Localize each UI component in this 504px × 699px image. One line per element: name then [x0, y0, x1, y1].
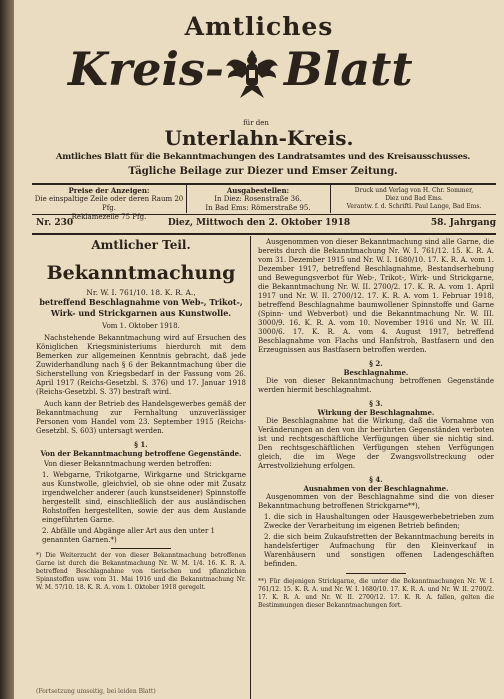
issue-number: Nr. 230 — [36, 218, 74, 228]
section-2-number: § 2. — [369, 359, 383, 368]
offices-line-1: In Diez: Rosenstraße 36. — [214, 195, 302, 203]
section-2-title: Beschlagnahme. — [343, 368, 409, 377]
column-divider — [250, 236, 251, 699]
printer-line-1: Druck und Verlag von H. Chr. Sommer, — [354, 187, 474, 194]
article-subject-2: Wirk- und Strickgarnen aus Kunstwolle. — [50, 308, 232, 318]
masthead-word-blatt: Blatt — [284, 42, 413, 96]
printer-line-3: Verantw. f. d. Schriftl. Paul Lange, Bad Ems. — [346, 203, 482, 210]
section-4-item-2: 2. die sich beim Zukaufstretten der Bekanntmachung bereits in handelsfertiger Aufmachung für den Kleinverkauf in Warenhäusern und sonstigen offenen Ladengeschäften befinden. — [264, 533, 494, 568]
section-1-title: Von der Bekanntmachung betroffene Gegenstände. — [40, 449, 242, 458]
left-footnote: *) Die Weiterzucht der von dieser Bekanntmachung betroffenen Garne ist durch die Bekanntmachung Nr. W. M. 1/4. 16. K. R. A. betreffend Beschlagnahme von tierischen und pflanzlichen Spinnstoffen usw. vom 31. Mai 1916 und die Bekanntmachung Nr. W. M. 57/10. 18. K. R. A. vom 1. Oktober 1918 geregelt. — [36, 552, 246, 591]
rule-bottom — [32, 233, 496, 235]
right-footnote: **) Für diejenigen Strickgarne, die unter die Bekanntmachungen Nr. W. I. 761/12. 15. K. R. A. und Nr. W. I. 1680/10. 17. K. R. A. und Nr. W. II. 2700/2. 17. K. R. A. und Nr. W. II. 2700/12. 17. K. R. A. fallen, gelten die Bestimmungen dieser Bekanntmachungen fort. — [258, 578, 494, 609]
section-4-item-1: 1. die sich in Haushaltungen oder Hausgewerbebetrieben zum Zwecke der Verarbeitung im eigenen Betrieb befinden; — [264, 513, 494, 530]
section-3-title: Wirkung der Beschlagnahme. — [317, 408, 435, 417]
section-2-body: Die von dieser Bekanntmachung betroffenen Gegenstände werden hiermit beschlagnahmt. — [258, 377, 494, 394]
info-offices — [188, 186, 328, 213]
article-para-1: Nachstehende Bekanntmachung wird auf Ersuchen des Königlichen Kriegsministeriums hierdurch mit dem Bemerken zur allgemeinen Kenntnis gebracht, daß jede Zuwiderhandlung nach § 6 der Bekanntmachung über die Sicherstellung von Kriegsbedarf in der Fassung vom 26. April 1917 (Reichs-Gesetzbl. S. 376) und 17. Januar 1918 (Reichs-Gesetzbl. S. 37) bestraft wird. — [36, 334, 246, 396]
section-1-item-1: 1. Webgarne, Trikotgarne, Wirkgarne und Strickgarne aus Kunstwolle, gleichviel, ob sie ohne oder mit Zusatz irgendwelcher anderer (auch kunstseidener) Spinnstoffe hergestellt sind, einschließlich der aus ausländischen Rohstoffen hergestellten, sowie der aus dem Auslande eingeführten Garne. — [42, 471, 246, 524]
book-binding — [0, 0, 14, 699]
issue-date: Diez, Mittwoch den 2. Oktober 1918 — [167, 218, 351, 228]
masthead-subtitle: Amtliches Blatt für die Bekanntmachungen des Landratsamtes und des Kreisausschusses. — [55, 152, 471, 162]
issue-year: 58. Jahrgang — [430, 218, 496, 228]
masthead-supplement: Tägliche Beilage zur Diezer und Emser Zeitung. — [128, 166, 398, 177]
right-column — [258, 238, 494, 610]
article-para-2: Auch kann der Betrieb des Handelsgewerbes gemäß der Bekanntmachung zur Fernhaltung unzuverlässiger Personen vom Handel vom 23. September 1915 (Reichs-Gesetzbl. S. 603) untersagt werden. — [36, 400, 246, 435]
masthead-region: Unterlahn-Kreis. — [164, 126, 354, 150]
section-4-intro: Ausgenommen von der Beschlagnahme sind die von dieser Bekanntmachung betroffenen Strickgarne**), — [258, 493, 494, 510]
masthead-word-kreis: Kreis- — [68, 42, 224, 96]
info-prices — [34, 186, 184, 222]
section-3-body: Die Beschlagnahme hat die Wirkung, daß die Vornahme von Veränderungen an den von ihr berührten Gegenständen verboten ist und rechtsgeschäftliche Verfügungen über sie nichtig sind. Den rechtsgeschäftlichen Verfügungen stehen Verfügungen gleich, die im Wege der Zwangsvollstreckung oder Arrestvollziehung erfolgen. — [258, 417, 494, 470]
offices-line-2: In Bad Ems: Römerstraße 95. — [205, 204, 311, 212]
section-head-amtlich: Amtlicher Teil. — [91, 238, 191, 252]
article-date: Vom 1. Oktober 1918. — [102, 322, 180, 330]
section-4-number: § 4. — [369, 475, 383, 484]
info-printer — [332, 187, 496, 211]
info-divider-2 — [330, 185, 331, 213]
prices-line-2: Reklamezeile 75 Pfg. — [71, 213, 147, 221]
section-1-number: § 1. — [134, 440, 148, 449]
offices-title: Ausgabestellen: — [226, 186, 290, 195]
right-footnote-rule — [346, 573, 406, 574]
rule-mid — [32, 214, 496, 215]
footnote-rule — [111, 548, 171, 549]
prices-title: Preise der Anzeigen: — [68, 186, 150, 195]
section-4-title: Ausnahmen von der Beschlagnahme. — [303, 484, 449, 493]
right-para-1: Ausgenommen von dieser Bekanntmachung sind alle Garne, die bereits durch die Bekanntmachung Nr. W. I. 761/12. 15. K. R. A. vom 31. Dezember 1915 und Nr. W. I. 1680/10. 17. K. R. A. vom 1. Dezember 1917, betreffend Beschlagnahme, Bestandserhebung und Bewegungsverbot für Web-, Trikot-, Wirk- und Strickgarne, die Bekanntmachung Nr. W. II. 2700/2. 17. K. R. A. vom 1. April 1917 und Nr. W. II. 2700/12. 17. K. R. A. vom 1. Februar 1918, betreffend Beschlagnahme baumwollener Spinnstoffe und Garne (Spinn- und Webverbot) und die Bekanntmachung Nr. W. III. 3000/9. 16. K. R. A. vom 10. November 1916 und Nr. W. III. 3000/6. 17. K. R. A. vom 4. August 1917, betreffend Beschlagnahme von Flachs und Hanfstroh, Bastfasern und den Erzeugnissen aus Bastfasern betroffen werden. — [258, 238, 494, 354]
section-1-item-2: 2. Abfälle und Abgänge aller Art aus den unter 1 genannten Garnen.*) — [42, 527, 215, 544]
eagle-emblem-icon — [222, 44, 282, 104]
masthead-word-amtliches: Amtliches — [184, 12, 334, 41]
newspaper-page — [14, 0, 504, 699]
masthead-fuer-den: für den — [243, 119, 269, 127]
section-3-number: § 3. — [369, 399, 383, 408]
article-title: Bekanntmachung — [46, 262, 236, 284]
rule-top — [32, 183, 496, 185]
info-divider-1 — [186, 185, 187, 213]
article-subject-1: betreffend Beschlagnahme von Web-, Trikot-, — [39, 297, 243, 307]
left-column — [36, 238, 246, 592]
section-1-intro: Von dieser Bekanntmachung werden betroffen: — [44, 460, 212, 468]
prices-line-1: Die einspaltige Zeile oder deren Raum 20 Pfg. — [34, 195, 184, 212]
article-reference: Nr. W. I. 761/10. 18. K. R. A., — [86, 288, 196, 297]
printer-line-2: Diez und Bad Ems. — [385, 195, 443, 202]
bottom-scrap-text: (Fortsetzung umseitig, bei leiden Blatt) — [36, 688, 156, 695]
